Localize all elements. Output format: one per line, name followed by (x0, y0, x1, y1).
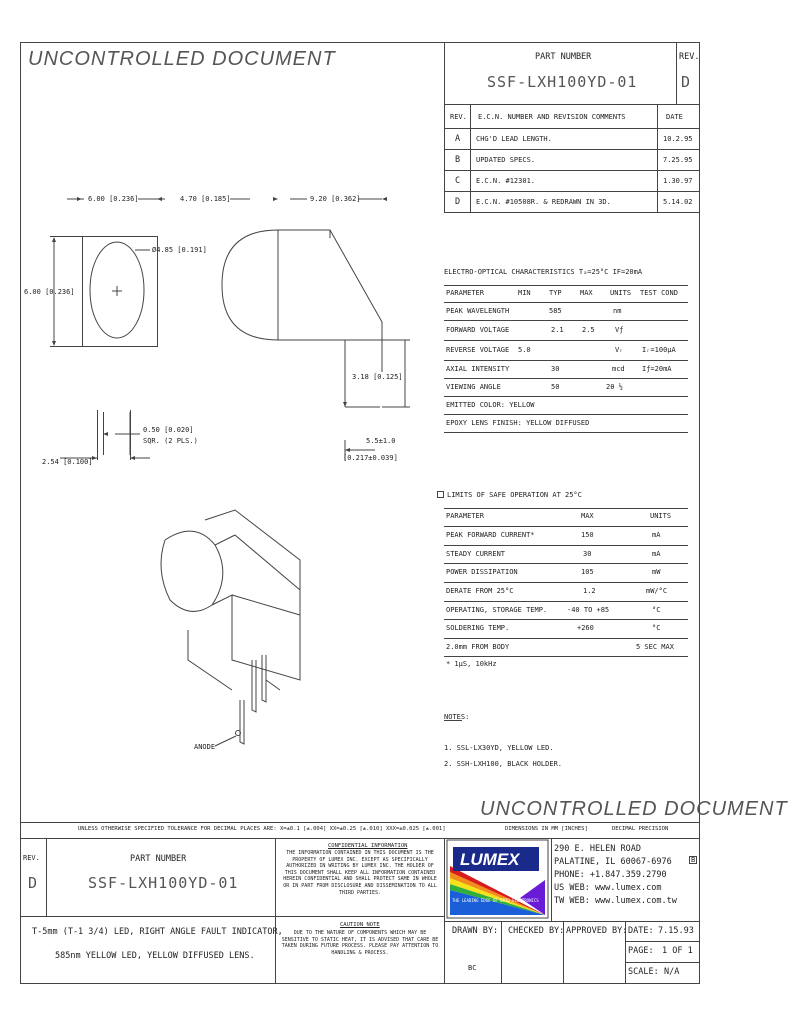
eo-emitted-color: EMITTED COLOR: YELLOW (446, 401, 535, 409)
dim-lead-size-note: SQR. (2 PLS.) (143, 437, 198, 445)
rev-row-d-date: 5.14.02 (663, 198, 693, 206)
eo-header-max: MAX (580, 289, 593, 297)
rev-row-a-rev: A (455, 134, 461, 144)
eo-row-typ: 30 (551, 365, 560, 373)
eo-row-units: Vᵣ (615, 346, 624, 354)
limits-row-parameter: SOLDERING TEMP. (446, 624, 510, 632)
limits-row-units: mW (652, 568, 661, 576)
footer-rev-value: D (28, 874, 39, 892)
dim-lens-depth: 4.70 [0.185] (180, 195, 231, 203)
rev-row-b-rev: B (455, 155, 461, 165)
rev-row-b-desc: UPDATED SPECS. (476, 156, 536, 164)
limits-row-max: 1.2 (583, 587, 596, 595)
uncontrolled-stamp-bottom: UNCONTROLLED DOCUMENT (480, 798, 788, 820)
eo-row-typ: 2.1 (551, 326, 564, 334)
part-number-value: SSF-LXH100YD-01 (487, 73, 638, 91)
dimensions-units: DIMENSIONS IN MM [INCHES] (505, 826, 588, 832)
decimal-precision: DECIMAL PRECISION (612, 826, 669, 832)
dim-lead-offset: 3.18 [0.125] (352, 373, 403, 381)
checked-by-label: CHECKED BY: (508, 926, 565, 936)
eo-row-units: nm (613, 307, 622, 315)
note-2: 2. SSH-LXH100, BLACK HOLDER. (444, 760, 563, 768)
rev-row-c-desc: E.C.N. #12301. (476, 177, 536, 185)
eo-row-test: Iᵣ=100µA (642, 346, 676, 354)
date-label: DATE: (628, 926, 654, 936)
caution-title: CAUTION NOTE (340, 922, 380, 928)
dim-lead-length-in: [0.217±0.039] (343, 454, 398, 462)
eo-row-parameter: PEAK WAVELENGTH (446, 307, 510, 315)
description-line-2: 585nm YELLOW LED, YELLOW DIFFUSED LENS. (55, 951, 255, 961)
date-col-header: DATE (666, 113, 683, 121)
confidential-text: THE INFORMATION CONTAINED IN THIS DOCUMENT IS THE PROPERTY OF LUMEX INC. EXCEPT AS SPECIFICALLY AUTHORIZED IN WRITING BY LUMEX INC. THE HOLDER OF THIS DOCUMENT SHALL KEEP ALL INFORMATION CONTAINED HEREIN CONFIDENTIAL AND SHALL PROTECT SAME IN WHOLE OR IN PART FROM DISCLOSURE AND DISSEMINATION TO ALL THIRD PARTIES. (283, 850, 437, 896)
dim-lens-diameter: Ø4.85 [0.191] (152, 246, 207, 254)
rev-row-b-date: 7.25.95 (663, 156, 693, 164)
limits-row-parameter: POWER DISSIPATION (446, 568, 518, 576)
limits-row-units: °C (652, 606, 661, 614)
dim-body-depth: 9.20 [0.362] (310, 195, 361, 203)
eo-row-units: mcd (612, 365, 625, 373)
limits-header-max: MAX (581, 512, 594, 520)
limits-row-units: mA (652, 531, 661, 539)
limits-row-parameter: DERATE FROM 25°C (446, 587, 514, 595)
limits-row-max: +260 (577, 624, 594, 632)
rev-row-a-date: 10.2.95 (663, 135, 693, 143)
sheet-size: B (691, 856, 696, 864)
eo-header-test: TEST COND (640, 289, 678, 297)
eo-header-parameter: PARAMETER (446, 289, 484, 297)
limits-row-parameter: OPERATING, STORAGE TEMP. (446, 606, 548, 614)
web-us: US WEB: www.lumex.com (554, 883, 662, 893)
eo-row-parameter: AXIAL INTENSITY (446, 365, 510, 373)
page-value: 1 OF 1 (662, 946, 693, 956)
eo-row-parameter: FORWARD VOLTAGE (446, 326, 510, 334)
eo-header-min: MIN (518, 289, 531, 297)
limits-row-max: -40 TO +85 (567, 606, 610, 614)
eo-row-units: 2θ ½ (606, 383, 623, 391)
anode-label: ANODE (194, 743, 216, 751)
limits-row-units: 5 SEC MAX (636, 643, 674, 651)
rev-row-d-desc: E.C.N. #10508R. & REDRAWN IN 3D. (476, 198, 611, 206)
limits-title: LIMITS OF SAFE OPERATION AT 25°C (447, 491, 582, 499)
desc-col-header: E.C.N. NUMBER AND REVISION COMMENTS (478, 113, 626, 121)
footer-rev-label: REV. (23, 854, 40, 862)
eo-row-test: Iƒ=20mA (642, 365, 672, 373)
phone: PHONE: +1.847.359.2790 (554, 870, 667, 880)
eo-header-typ: TYP (549, 289, 562, 297)
description-line-1: T-5mm (T-1 3/4) LED, RIGHT ANGLE FAULT INDICATOR, (32, 927, 283, 937)
dim-lead-size: 0.50 [0.020] (143, 426, 194, 434)
confidential-title: CONFIDENTIAL INFORMATION (328, 843, 408, 849)
limits-row-parameter: PEAK FORWARD CURRENT* (446, 531, 535, 539)
rev-row-c-rev: C (455, 176, 461, 186)
rev-row-c-date: 1.30.97 (663, 177, 693, 185)
limits-row-max: 105 (581, 568, 594, 576)
limits-row-max: 150 (581, 531, 594, 539)
limits-row-units: mW/°C (646, 587, 668, 595)
lumex-tagline: THE LEADING EDGE OF OPTO-ELECTRONICS (452, 898, 539, 903)
limits-header-units: UNITS (650, 512, 672, 520)
footer-part-number-value: SSF-LXH100YD-01 (88, 874, 239, 892)
eo-header-units: UNITS (610, 289, 632, 297)
eo-title: ELECTRO-OPTICAL CHARACTERISTICS Tₐ=25°C IF=20mA (444, 268, 643, 276)
note-1: 1. SSL-LX30YD, YELLOW LED. (444, 744, 554, 752)
limits-row-parameter: STEADY CURRENT (446, 550, 506, 558)
scale-value: N/A (664, 967, 680, 977)
limits-row-units: mA (652, 550, 661, 558)
rev-col-header: REV. (450, 113, 467, 121)
tolerance-line: UNLESS OTHERWISE SPECIFIED TOLERANCE FOR DECIMAL PLACES ARE: X=±0.1 [±.004] XX=±0.25 [±.010] XXX=±0.025 [±.001] (78, 826, 446, 832)
lumex-logo-text: LUMEX (460, 850, 520, 869)
dim-lead-length: 5.5±1.0 (366, 437, 396, 445)
limits-header-parameter: PARAMETER (446, 512, 484, 520)
dim-lead-spacing: 2.54 [0.100] (42, 458, 93, 466)
eo-row-typ: 50 (551, 383, 560, 391)
limits-footnote: * 1µS, 10kHz (446, 660, 497, 668)
rev-row-a-desc: CHG'D LEAD LENGTH. (476, 135, 552, 143)
address-line-2: PALATINE, IL 60067-6976 (554, 857, 672, 867)
footer-part-number-label: PART NUMBER (130, 854, 187, 864)
rev-row-d-rev: D (455, 197, 461, 207)
approved-by-label: APPROVED BY: (566, 926, 628, 936)
web-tw: TW WEB: www.lumex.com.tw (554, 896, 677, 906)
limits-row-max: 30 (583, 550, 592, 558)
date-value: 7.15.93 (658, 926, 694, 936)
drawn-by-label: DRAWN BY: (452, 926, 499, 936)
eo-lens-finish: EPOXY LENS FINISH: YELLOW DIFFUSED (446, 419, 590, 427)
part-number-label: PART NUMBER (535, 52, 592, 62)
dim-height-front: 6.00 [0.236] (24, 288, 75, 296)
eo-row-parameter: REVERSE VOLTAGE (446, 346, 510, 354)
page-label: PAGE: (628, 946, 654, 956)
limits-row-parameter: 2.0mm FROM BODY (446, 643, 510, 651)
eo-row-units: Vƒ (615, 326, 624, 334)
rev-label: REV. (679, 52, 700, 62)
caution-text: DUE TO THE NATURE OF COMPONENTS WHICH MAY BE SENSITIVE TO STATIC HEAT, IT IS ADVISED THAT CARE BE TAKEN DURING FUTURE PROCESS. PLEASE PAY ATTENTION TO HANDLING & PROCESS. (281, 930, 439, 956)
drawn-by-value: BC (468, 964, 477, 972)
eo-row-parameter: VIEWING ANGLE (446, 383, 501, 391)
rev-value: D (681, 73, 692, 91)
eo-row-typ: 585 (549, 307, 562, 315)
scale-label: SCALE: (628, 967, 659, 977)
eo-row-min: 5.0 (518, 346, 531, 354)
limits-row-units: °C (652, 624, 661, 632)
address-line-1: 290 E. HELEN ROAD (554, 844, 641, 854)
notes-title: NOTES: (444, 713, 470, 721)
uncontrolled-stamp-top: UNCONTROLLED DOCUMENT (28, 48, 336, 70)
dim-width-front: 6.00 [0.236] (88, 195, 139, 203)
eo-row-max: 2.5 (582, 326, 595, 334)
